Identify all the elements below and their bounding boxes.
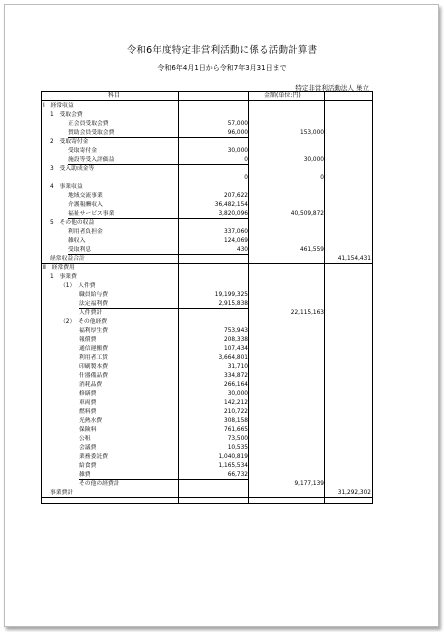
row-label: 光熱水費	[79, 418, 103, 424]
statement-row	[42, 237, 372, 245]
row-label: 法定福利費	[79, 301, 108, 307]
statement-row	[42, 246, 372, 254]
row-label: 1 受取会費	[50, 112, 83, 118]
row-label: 賛助会員受取会費	[68, 130, 115, 136]
statement-row	[42, 453, 372, 461]
row-amount-c1: 73,500	[227, 436, 248, 442]
statement-row	[42, 480, 372, 488]
row-label: 正会員受取会費	[68, 121, 109, 127]
statement-row	[42, 327, 372, 335]
row-label: （2） その他経費	[60, 319, 108, 325]
row-amount-c1: 3,664,801	[218, 355, 248, 361]
organization-name: 特定非営利活動法人 巣立	[295, 84, 369, 92]
row-amount-c1: 266,164	[224, 382, 248, 388]
row-amount-c1: 96,000	[227, 130, 248, 136]
row-amount-c1: 208,338	[224, 337, 248, 343]
row-label: 雑費	[79, 472, 91, 478]
row-amount-c1: 207,622	[224, 193, 248, 199]
row-amount-c1: 36,482,154	[214, 202, 248, 208]
statement-row	[42, 102, 372, 110]
statement-row	[42, 210, 372, 218]
row-label: 地域交流事業	[68, 193, 103, 199]
row-amount-c2: 153,000	[300, 130, 324, 136]
row-amount-c1: 30,000	[227, 391, 248, 397]
statement-row	[42, 111, 372, 119]
statement-row	[42, 471, 372, 479]
activity-statement-table	[41, 91, 373, 504]
row-label: 介護報酬収入	[68, 202, 103, 208]
statement-row	[42, 219, 372, 227]
row-amount-c2: 9,177,139	[294, 481, 324, 487]
statement-row	[42, 282, 372, 290]
statement-row	[42, 354, 372, 362]
row-amount-c2: 30,000	[303, 157, 324, 163]
row-label: 通信運搬費	[79, 346, 108, 352]
statement-row	[42, 264, 372, 272]
row-amount-c3: 41,154,431	[337, 256, 371, 262]
document-title: 令和6年度特定非営利活動に係る活動計算書	[126, 45, 318, 56]
row-amount-c1: 761,665	[224, 427, 248, 433]
row-label: 消耗品費	[79, 382, 103, 388]
row-label: 経常収益合計	[50, 256, 85, 262]
statement-row	[42, 129, 372, 137]
row-label: （1） 人件費	[60, 283, 96, 289]
row-label: 3 受入助成金等	[50, 166, 95, 172]
row-label: 1 事業費	[50, 274, 77, 280]
statement-row	[42, 174, 372, 182]
statement-row	[42, 462, 372, 470]
row-label: 雑収入	[68, 238, 86, 244]
row-amount-c1: 337,060	[224, 229, 248, 235]
row-amount-c2: 40,509,872	[290, 211, 324, 217]
row-amount-c1: 66,732	[227, 472, 248, 478]
header-amount: 金額(単位:円)	[264, 92, 301, 99]
fiscal-period: 令和6年4月1日から令和7年3月31日まで	[157, 64, 287, 72]
statement-row	[42, 147, 372, 155]
header-item: 科目	[108, 92, 121, 99]
row-amount-c1: 308,158	[224, 418, 248, 424]
statement-row	[42, 426, 372, 434]
statement-row	[42, 435, 372, 443]
row-label: 修繕費	[79, 391, 97, 397]
row-amount-c1: 3,820,096	[218, 211, 248, 217]
row-amount-c1: 210,722	[224, 409, 248, 415]
row-label: 事業費計	[50, 490, 74, 496]
row-label: 燃料費	[79, 409, 97, 415]
statement-row	[42, 165, 372, 173]
row-label: 職員給与費	[79, 292, 108, 298]
row-amount-c1: 142,212	[224, 400, 248, 406]
row-label: 利用者工賃	[79, 355, 108, 361]
row-amount-c2: 22,115,163	[290, 310, 324, 316]
statement-row	[42, 228, 372, 236]
statement-row	[42, 183, 372, 191]
row-amount-c1: 430	[236, 247, 248, 253]
row-label: 報償費	[79, 337, 97, 343]
statement-row	[42, 408, 372, 416]
row-amount-c1: 334,872	[224, 373, 248, 379]
statement-row	[42, 192, 372, 200]
header-divider	[42, 100, 372, 101]
row-label: 福利厚生費	[79, 328, 108, 334]
row-amount-c1: 124,069	[224, 238, 248, 244]
row-label: 給食費	[79, 463, 97, 469]
row-label: 什器備品費	[79, 373, 108, 379]
row-label: 保険料	[79, 427, 97, 433]
statement-row	[42, 138, 372, 146]
row-amount-c1: 57,000	[227, 121, 248, 127]
row-label: 2 受取寄付金	[50, 139, 89, 145]
row-amount-c1: 2,915,838	[218, 301, 248, 307]
row-amount-c1: 0	[244, 157, 248, 163]
statement-row	[42, 273, 372, 281]
row-amount-c3: 31,292,302	[337, 490, 371, 496]
statement-row	[42, 309, 372, 317]
statement-row	[42, 345, 372, 353]
row-label: 利用者負担金	[68, 229, 103, 235]
statement-row	[42, 372, 372, 380]
statement-row	[42, 291, 372, 299]
row-amount-c2: 461,559	[300, 247, 324, 253]
row-amount-c2: 0	[320, 175, 324, 181]
row-amount-c1: 1,165,534	[218, 463, 248, 469]
row-label: 施設等受入評価益	[68, 157, 115, 163]
statement-row	[42, 489, 372, 497]
row-label: 業務委託費	[79, 454, 108, 460]
row-label: Ⅱ 経常費用	[43, 265, 75, 271]
row-label: 受取利息	[68, 247, 92, 253]
row-amount-c1: 0	[244, 175, 248, 181]
row-amount-c1: 19,199,325	[214, 292, 248, 298]
row-amount-c1: 107,434	[224, 346, 248, 352]
row-amount-c1: 1,040,819	[218, 454, 248, 460]
row-amount-c1: 31,710	[227, 364, 248, 370]
row-label: 会議費	[79, 445, 97, 451]
statement-row	[42, 444, 372, 452]
row-label: 印刷製本費	[79, 364, 108, 370]
statement-row	[42, 201, 372, 209]
statement-row	[42, 300, 372, 308]
row-label: 4 事業収益	[50, 184, 83, 190]
statement-row	[42, 390, 372, 398]
row-label: 5 その他の収益	[50, 220, 95, 226]
row-amount-c1: 10,535	[227, 445, 248, 451]
row-label: 人件費計	[79, 310, 103, 316]
row-label: 車両費	[79, 400, 97, 406]
statement-row	[42, 336, 372, 344]
row-amount-c1: 753,943	[224, 328, 248, 334]
row-label: 受取寄付金	[68, 148, 97, 154]
row-amount-c1: 30,000	[227, 148, 248, 154]
statement-row	[42, 363, 372, 371]
statement-row	[42, 255, 372, 263]
row-label: 福祉サービス事業	[68, 211, 115, 217]
statement-row	[42, 120, 372, 128]
statement-row	[42, 381, 372, 389]
statement-row	[42, 156, 372, 164]
statement-row	[42, 318, 372, 326]
row-label: 公租	[79, 436, 91, 442]
row-label: その他の経費計	[79, 481, 120, 487]
statement-row	[42, 399, 372, 407]
subtotal-rule	[42, 497, 372, 498]
statement-row	[42, 417, 372, 425]
row-label: Ⅰ 経常収益	[43, 103, 74, 109]
